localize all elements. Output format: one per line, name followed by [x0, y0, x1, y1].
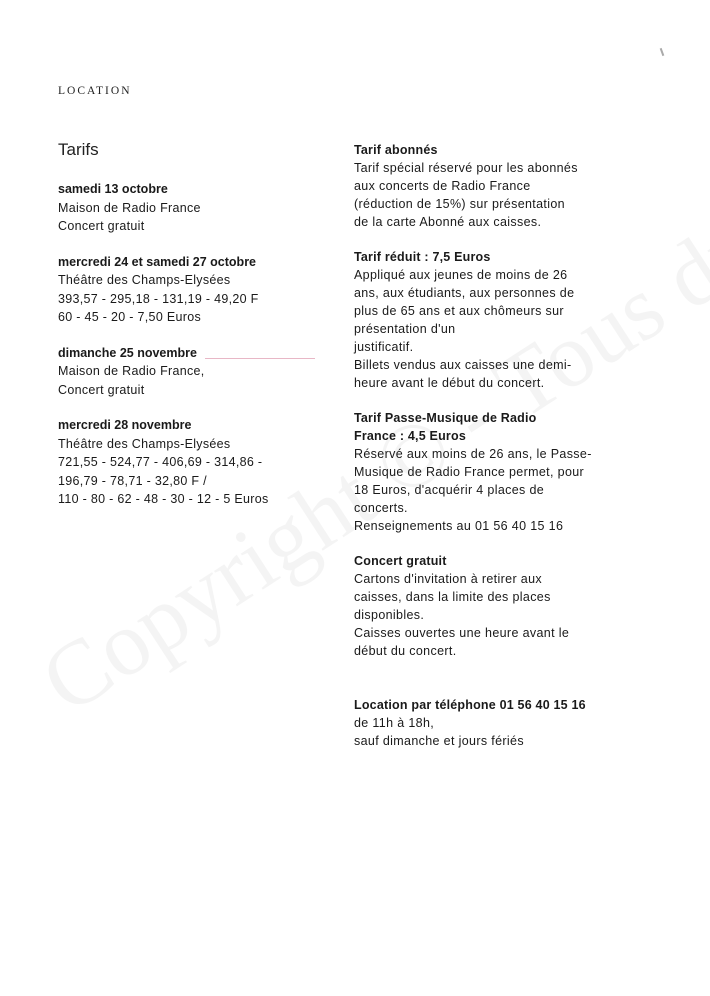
- tariff-info-column: [354, 141, 684, 767]
- tariff-text: plus de 65 ans et aux chômeurs sur: [354, 304, 564, 318]
- date-title: mercredi 24 et samedi 27 octobre: [58, 254, 257, 269]
- price-line: 110 - 80 - 62 - 48 - 30 - 12 - 5 Euros: [58, 492, 269, 506]
- tariff-text: Musique de Radio France permet, pour: [354, 465, 585, 479]
- tariff-text: justificatif.: [354, 340, 414, 354]
- date-block: [58, 180, 338, 236]
- tariff-text: (réduction de 15%) sur présentation: [354, 197, 565, 211]
- tariff-title: Concert gratuit: [354, 554, 447, 568]
- date-title: dimanche 25 novembre: [58, 345, 197, 360]
- venue-line: Théâtre des Champs-Elysées: [58, 273, 231, 287]
- phone-hours: de 11h à 18h,: [354, 716, 435, 730]
- highlight-rule: [205, 358, 315, 359]
- price-line: 196,79 - 78,71 - 32,80 F /: [58, 473, 207, 488]
- tariff-text: Cartons d'invitation à retirer aux: [354, 572, 542, 586]
- tariff-title: France : 4,5 Euros: [354, 429, 466, 443]
- tariff-block: [354, 248, 684, 392]
- tariff-text: de la carte Abonné aux caisses.: [354, 215, 542, 229]
- tariff-text: Billets vendus aux caisses une demi-: [354, 358, 572, 372]
- price-line: 721,55 - 524,77 - 406,69 - 314,86 -: [58, 455, 263, 469]
- phone-booking-block: [354, 696, 684, 750]
- date-block: [58, 253, 338, 327]
- page-header: LOCATION: [58, 85, 132, 97]
- tariff-title: Tarif Passe-Musique de Radio: [354, 411, 537, 425]
- date-block: [58, 416, 338, 509]
- tariff-text: Réservé aux moins de 26 ans, le Passe-: [354, 447, 592, 461]
- price-line: 393,57 - 295,18 - 131,19 - 49,20 F: [58, 291, 259, 306]
- tariff-text: disponibles.: [354, 608, 425, 622]
- price-line: 60 - 45 - 20 - 7,50 Euros: [58, 310, 201, 324]
- tariff-text: concerts.: [354, 501, 408, 515]
- tariff-block: [354, 552, 684, 660]
- tariff-text: heure avant le début du concert.: [354, 376, 545, 390]
- tariff-text: Caisses ouvertes une heure avant le: [354, 626, 570, 640]
- tariff-text: présentation d'un: [354, 322, 456, 336]
- venue-line: Maison de Radio France,: [58, 364, 205, 378]
- date-block: [58, 344, 338, 400]
- tariff-text: 18 Euros, d'acquérir 4 places de: [354, 483, 545, 497]
- date-title: mercredi 28 novembre: [58, 418, 192, 432]
- tariff-text: Appliqué aux jeunes de moins de 26: [354, 268, 568, 282]
- tariff-title: Tarif réduit : 7,5 Euros: [354, 250, 491, 264]
- phone-exceptions: sauf dimanche et jours fériés: [354, 734, 524, 748]
- tariff-text: Tarif spécial réservé pour les abonnés: [354, 161, 578, 175]
- scan-artifact: [60, 0, 700, 24]
- venue-line: Maison de Radio France: [58, 200, 201, 215]
- price-line: Concert gratuit: [58, 219, 145, 233]
- tariff-text: début du concert.: [354, 644, 457, 658]
- tariff-text: caisses, dans la limite des places: [354, 590, 551, 604]
- tariff-title: Tarif abonnés: [354, 143, 438, 157]
- date-title: samedi 13 octobre: [58, 182, 168, 196]
- tariff-text: aux concerts de Radio France: [354, 179, 531, 193]
- price-line: Concert gratuit: [58, 382, 145, 397]
- phone-booking-title: Location par téléphone 01 56 40 15 16: [354, 698, 586, 712]
- tariff-block: [354, 141, 684, 231]
- scan-mark: [660, 48, 665, 56]
- tariff-text: Renseignements au 01 56 40 15 16: [354, 519, 564, 533]
- venue-line: Théâtre des Champs-Elysées: [58, 436, 231, 451]
- tarifs-column: [58, 140, 338, 526]
- tariff-block: [354, 409, 684, 535]
- section-title: Tarifs: [58, 140, 99, 159]
- tariff-text: ans, aux étudiants, aux personnes de: [354, 286, 575, 300]
